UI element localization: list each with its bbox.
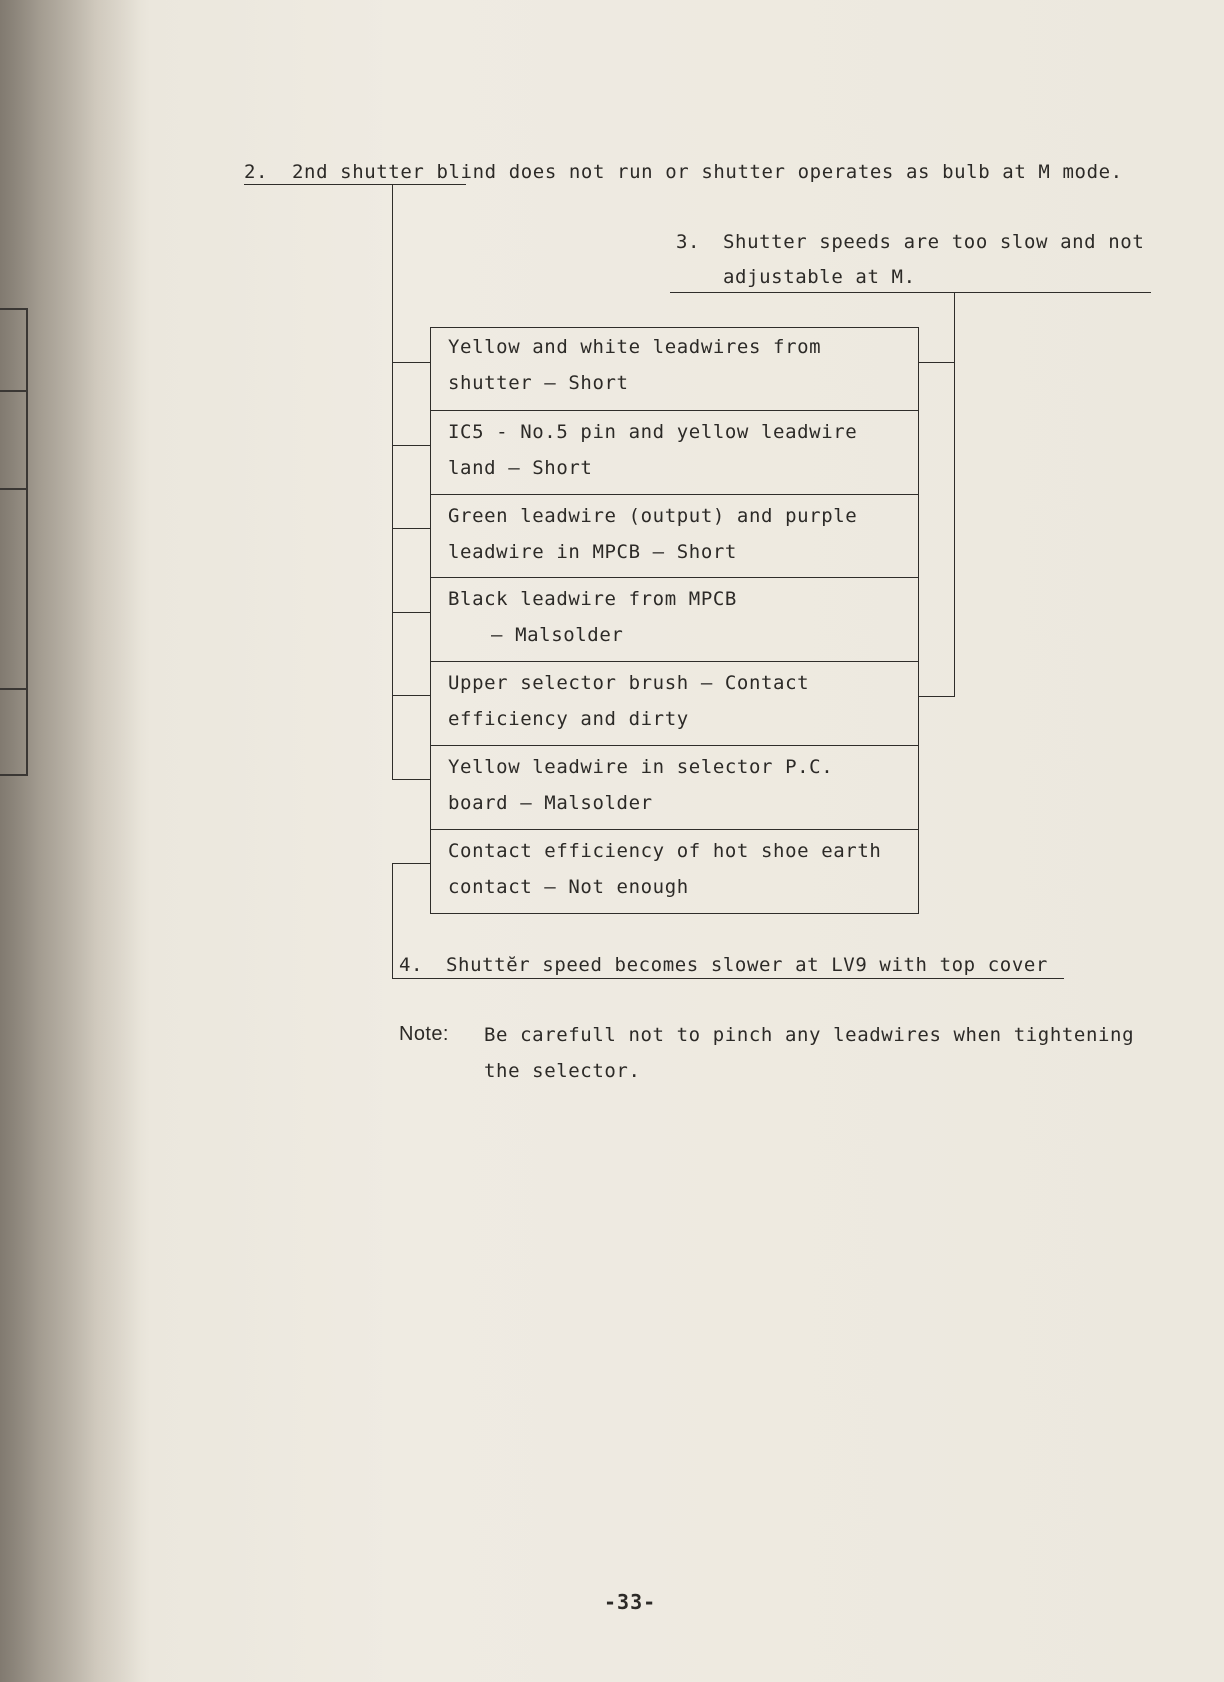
left-page-edge-frame xyxy=(0,488,28,490)
tree-branch xyxy=(392,779,430,780)
item-2-underline xyxy=(244,184,466,185)
note-text-line1: Be carefull not to pinch any leadwires when tightening xyxy=(484,1024,1135,1046)
cause-row xyxy=(431,494,918,579)
item-3-heading-line2: adjustable at M. xyxy=(723,266,916,288)
tree-line-item-4 xyxy=(392,863,393,978)
item-2-heading: 2nd shutter blind does not run or shutter operates as bulb at M mode. xyxy=(292,161,1123,183)
page-number: -33- xyxy=(604,1590,657,1614)
item-4-underline xyxy=(392,978,1064,979)
tree-branch xyxy=(392,362,430,363)
note-text-line2: the selector. xyxy=(484,1060,641,1082)
item-2-number: 2. xyxy=(244,161,269,183)
tree-branch xyxy=(392,863,430,864)
cause-row xyxy=(431,577,918,662)
cause-text: IC5 - No.5 pin and yellow leadwire xyxy=(448,421,858,443)
tree-branch xyxy=(919,362,955,363)
left-page-edge-frame xyxy=(0,774,28,776)
item-3-heading-line1: Shutter speeds are too slow and not xyxy=(723,231,1145,253)
cause-text: Yellow and white leadwires from xyxy=(448,336,822,359)
tree-branch xyxy=(392,445,430,446)
tree-branch xyxy=(392,528,430,529)
cause-text: Yellow leadwire in selector P.C. xyxy=(448,756,834,778)
cause-text: shutter — Short xyxy=(448,372,629,395)
book-spine-shadow xyxy=(0,0,140,1682)
tree-branch xyxy=(392,695,430,696)
cause-row xyxy=(431,410,918,495)
left-page-edge-frame xyxy=(26,308,28,776)
left-page-edge-frame xyxy=(0,390,28,392)
cause-text: Upper selector brush — Contact xyxy=(448,672,810,694)
cause-text: Green leadwire (output) and purple xyxy=(448,505,858,527)
tree-branch xyxy=(392,612,430,613)
cause-text: — Malsolder xyxy=(491,624,624,646)
cause-row xyxy=(431,829,918,914)
item-3-underline xyxy=(670,292,1151,293)
item-4-heading: Shuttĕr speed becomes slower at LV9 with top cover xyxy=(446,954,1048,976)
cause-text: Black leadwire from MPCB xyxy=(448,588,737,610)
left-page-edge-frame xyxy=(0,688,28,690)
tree-line-item-2 xyxy=(392,184,393,780)
left-page-edge-frame xyxy=(0,308,28,310)
cause-row xyxy=(431,745,918,830)
cause-text: efficiency and dirty xyxy=(448,708,689,730)
item-4-number: 4. xyxy=(399,954,424,976)
cause-text: board — Malsolder xyxy=(448,792,653,814)
cause-row xyxy=(431,326,918,410)
note-label: Note: xyxy=(399,1023,449,1045)
cause-text: Contact efficiency of hot shoe earth xyxy=(448,840,882,862)
item-3-number: 3. xyxy=(676,231,701,253)
cause-text: contact — Not enough xyxy=(448,876,689,898)
cause-row xyxy=(431,661,918,746)
tree-branch xyxy=(919,696,955,697)
tree-line-item-3 xyxy=(954,292,955,697)
cause-text: land — Short xyxy=(448,457,593,479)
causes-table xyxy=(430,327,919,914)
cause-text: leadwire in MPCB — Short xyxy=(448,541,737,563)
